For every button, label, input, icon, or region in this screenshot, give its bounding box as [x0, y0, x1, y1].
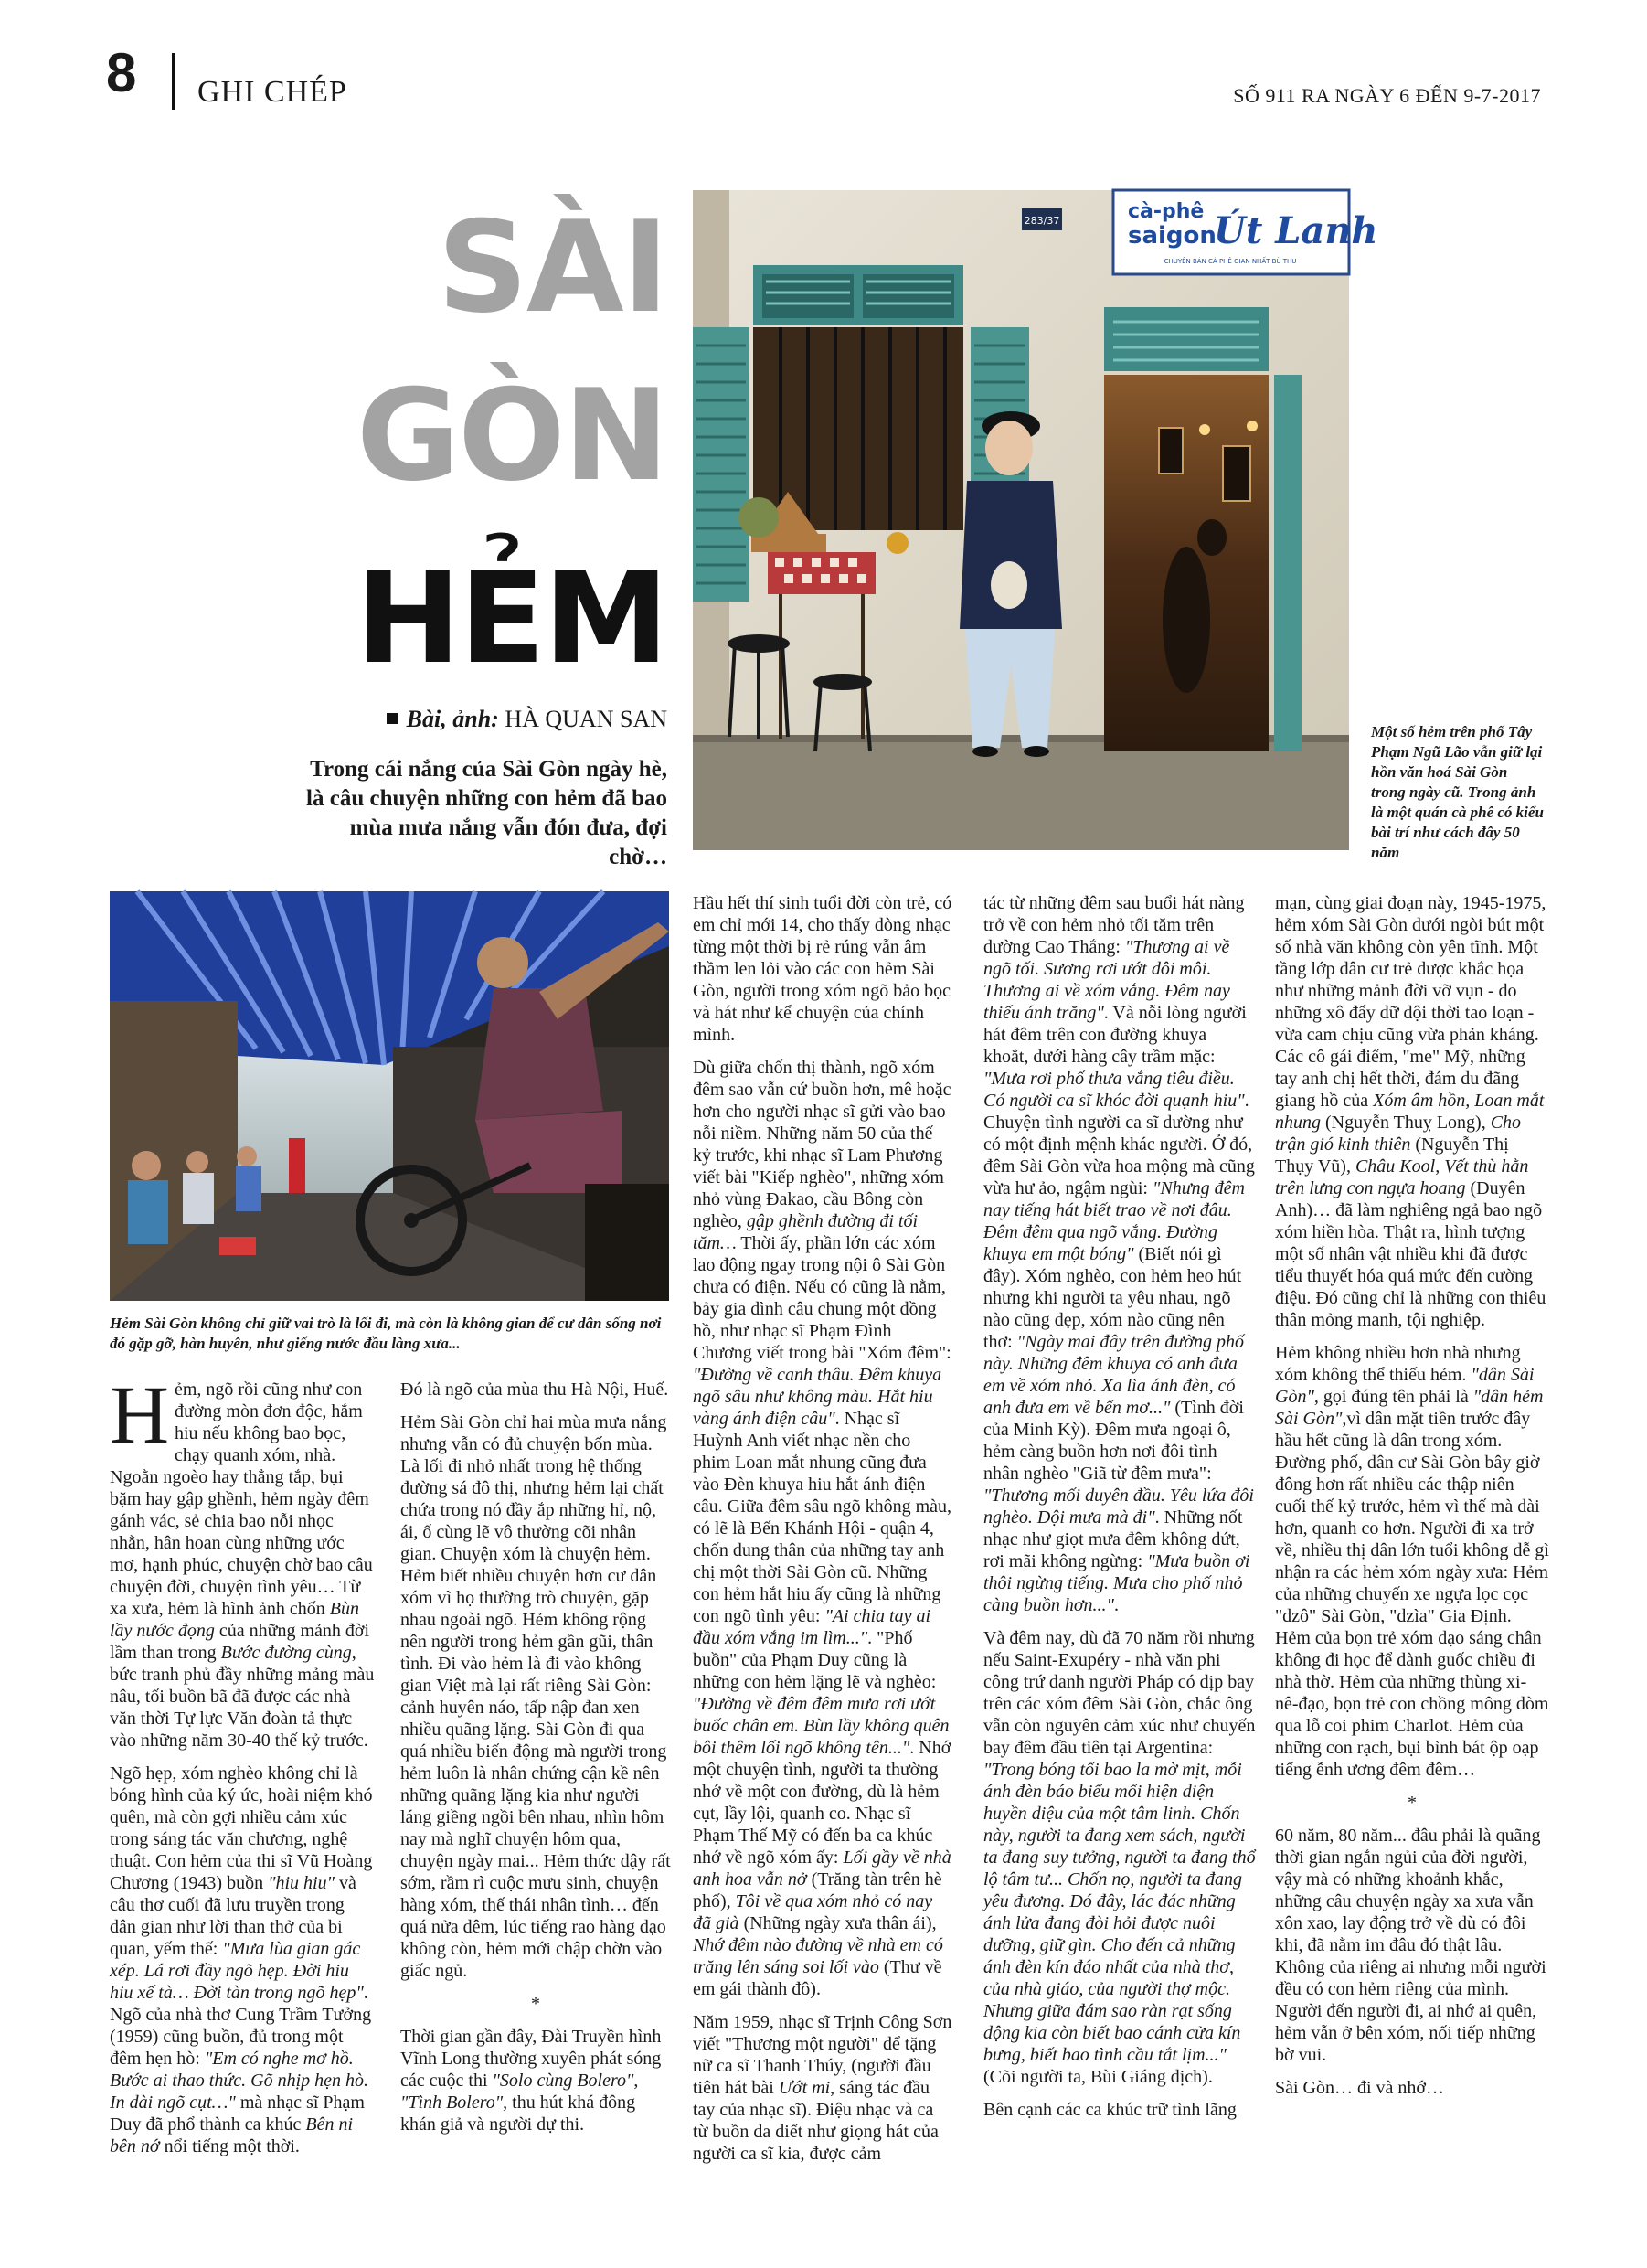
text-run: "Trong bóng tối bao la mờ mịt, mỗi ánh đèn báo biểu mối hiện diện huyền diệu của một tâm linh. Chốn này, người ta đang xem sách, người ta đang suy tưởng, người ta đang thổ lộ tâm tư... Chốn nọ, người ta đang yêu đương. Đó đây, lác đác những ánh lửa đang đòi hỏi được nuôi dưỡng, giữ gìn. Cho đến cả những ánh đèn kín đáo nhất của nhà thơ, của nhà giáo, của người thợ mộc. Nhưng giữa đám sao ràn rạt sống động kia còn biết bao cánh cửa kín bưng, biết bao tình cầu tắt lịm...": [983, 1760, 1256, 2065]
text-run: "Mưa lùa gian gác xép. Lá rơi đầy ngõ hẹp. Đời hiu hiu xế tà… Đời tàn trong ngõ hẹp": [110, 1939, 364, 2003]
text-run: "Mưa rơi phố thưa vắng tiêu điều. Có người ca sĩ khóc đời quạnh hiu": [983, 1069, 1245, 1111]
alley-photo: [110, 891, 669, 1301]
cafe-photo: [693, 190, 1378, 850]
issue-date: SỐ 911 RA NGÀY 6 ĐẾN 9-7-2017: [1233, 84, 1541, 107]
paragraph: Hầu hết thí sinh tuổi đời còn trẻ, có em chỉ mới 14, cho thấy dòng nhạc từng một thời bị rẻ rúng vẫn âm thầm len lỏi vào các con hẻm Sài Gòn, người trong xóm ngõ bảo bọc và hát như kể chuyện của chính mình.: [693, 893, 952, 1045]
article-column-1: [110, 1370, 375, 2168]
section-separator: *: [531, 1994, 540, 2014]
sign-brand: Út Lanh: [1214, 209, 1378, 252]
text-run: , bức tranh phủ đầy những mảng màu nâu, tối buồn bã đã được các nhà văn thời Tự lực Văn đoàn tả thực vào những năm 30-40 thế kỷ trước.: [110, 1643, 375, 1751]
text-run: Ướt mi: [778, 2078, 831, 2098]
text-run: "dân Sài Gòn": [1275, 1365, 1535, 1407]
text-run: (Duyên Anh)… đã làm nghiêng ngả bao ngõ xóm hiền hòa. Thật ra, hình tượng một số nhân vật nhiều khi đã được tiểu thuyết hóa quá mức đến cường điệu. Đó cũng chỉ là những con thiêu thân mỏng manh, tội nghiệp.: [1275, 1178, 1546, 1330]
paragraph: [400, 2026, 671, 2135]
text-run: mạn, cùng giai đoạn này, 1945-1975, hẻm xóm Sài Gòn dưới ngòi bút một số nhà văn không còn yên tĩnh. Một tầng lớp dân cư trẻ được khắc họa như những mảnh đời vỡ vụn - do những xô đẩy dữ dội thời tao loạn - vừa cam chịu cũng vừa phản kháng. Các cô gái điếm, "me" Mỹ, những tay anh chị hết thời, đám du đãng giang hồ của: [1275, 893, 1546, 1111]
paragraph: [983, 1627, 1256, 2088]
text-run: Bên ni bên nớ: [110, 2114, 354, 2156]
sign-line-1: cà-phê: [1128, 200, 1205, 223]
text-run: ẻm, ngõ rồi cũng như con đường mòn đơn độc, hắm hiu nếu không bao bọc, chạy quanh xóm, nhà. Ngoằn ngoèo hay thẳng tắp, bụi bặm hay gập ghềnh, hẻm ngày đêm gánh vác, sẻ chia bao nỗi nhọc nhằn, hân hoan cùng những ước mơ, hạnh phúc, chuyện chờ bao câu chuyện đời, chuyện tình yêu… Từ xa xưa, hẻm là hình ảnh chốn: [110, 1379, 373, 1619]
byline: [387, 706, 667, 733]
paragraph: [1275, 892, 1549, 1331]
text-run: Ngõ hẹp, xóm nghèo không chỉ là bóng hình của ký ức, hoài niệm khó quên, mà còn gợi nhiều cảm xúc trong sáng tác văn chương, nghệ thuật. Con hẻm của thi sĩ Vũ Hoàng Chương (1943) buồn: [110, 1763, 373, 1893]
text-run: Bước đường cùng: [220, 1643, 352, 1663]
paragraph: [110, 1762, 375, 2157]
text-run: Xóm âm hồn, Loan mắt nhung: [1275, 1091, 1545, 1133]
text-run: Và đêm nay, dù đã 70 năm rồi nhưng nếu Saint-Exupéry - nhà văn phi công trứ danh người Pháp có dịp bay trên các xóm đêm Sài Gòn, chắc ông vẫn còn nguyên cảm xúc như chuyến bay đêm đầu tiên tại Argentina:: [983, 1628, 1256, 1758]
number-plate: 283/37: [1024, 215, 1060, 227]
text-run: của những mảnh đời lầm than trong: [110, 1621, 370, 1663]
text-run: "Mưa buồn ơi thôi ngừng tiếng. Mưa cho phố nhỏ càng buồn hơn...": [983, 1551, 1250, 1615]
text-run: Thời ấy, phần lớn các xóm lao động ngay trong nội ô Sài Gòn chưa có điện. Nếu có cũng là nằm, bảy gia đình câu chung một đồng hồ, như nhạc sĩ Phạm Đình Chương viết trong bài "Xóm đêm":: [693, 1233, 951, 1363]
bullet-square-icon: [387, 713, 398, 724]
paragraph: Hẻm Sài Gòn chỉ hai mùa mưa nắng nhưng vẫn có đủ chuyện bốn mùa. Là lối đi nhỏ nhất trong hệ thống đường sá đô thị, nhưng hẻm lại chất chứa trong nó đầy ắp những hỉ, nộ, ái, ố cùng lẽ vô thường cõi nhân gian. Chuyện xóm là chuyện hẻm. Hẻm biết nhiều chuyện hơn cư dân xóm vì họ thường trò chuyện, gặp nhau ngoài ngõ. Hẻm không rộng nên người trong hẻm gần gũi, thân tình. Đi vào hẻm là đi vào không gian Việt mà lại rất riêng Sài Gòn: cảnh huyên náo, tấp nập đan xen nhiều quãng lặng. Sài Gòn đi qua quá nhiều biến động mà người trong hẻm luôn là nhân chứng cận kề nên những quãng lặng kia như người láng giềng ngồi bên nhau, nhìn hôm nay mà nghĩ chuyện hôm qua, chuyện ngày mai... Hẻm thức dậy rất sớm, rầm rì cuộc mưu sinh, chuyện hàng xóm, thế thái nhân tình… đến quá nửa đêm, lúc tiếng rao hàng dạo không còn, hẻm mới chập chờn vào giấc ngủ.: [400, 1412, 671, 1981]
page-number: 8: [106, 42, 137, 103]
text-run: và câu thơ cuối đã lưu truyền trong dân gian như lời than thở của bi quan, yếm thế:: [110, 1873, 356, 1959]
title-line-2: GÒN: [356, 362, 667, 509]
text-run: Lối gầy về nhà anh hoa vẫn nở: [693, 1847, 951, 1890]
text-run: "Ngày mai đây trên đường phố này. Những đêm khuya có anh đưa em về xóm nhỏ. Xa lìa ánh đèn, có anh đưa em về bến mơ...": [983, 1332, 1244, 1418]
text-run: "Đường về canh thâu. Đêm khuya ngõ sâu như không màu. Hắt hiu vàng ánh điện câu": [693, 1365, 942, 1429]
paragraph: 60 năm, 80 năm... đâu phải là quãng thời gian ngắn ngủi của đời người, vậy mà có những khoảnh khắc, những câu chuyện ngày xa xưa vẫn xôn xao, lay động trở về dù có đôi khi, đã nằm im đâu đó thật lâu. Không của riêng ai nhưng mỗi người đều có con hẻm riêng của mình. Người đến người đi, ai nhớ ai quên, hẻm vẫn ở bên xóm, nối tiếp những bờ vui.: [1275, 1826, 1546, 2065]
article-column-3: [693, 892, 952, 2176]
text-run: ,vì dân mặt tiền trước đây hầu hết cũng là dân trong xóm. Đường phố, dân cư Sài Gòn bây giờ đông hơn rất nhiều các thập niên cuối thế kỷ trước, hẻm vì thế mà dài hơn, quanh co hơn. Người đi xa trở về, nhiều thị dân lớn tuổi không dễ gì nhận ra các hẻm xóm ngày xưa: Hẻm của những chuyến xe ngựa lọc cọc "dzô" Sài Gòn, "dzìa" Gia Định. Hẻm của bọn trẻ xóm dạo sáng chân không đi học để dành guốc chiều đi nhà thờ. Hẻm của những thùng xi-nê-đạo, bọn trẻ con chồng mông dòm qua lỗ coi phim Charlot. Hẻm của những con rạch, bụi bình bát ộp oạp tiếng ễnh ương đêm đêm…: [1275, 1409, 1549, 1780]
text-run: "dân hẻm Sài Gòn": [1275, 1387, 1544, 1429]
header-divider: [172, 53, 175, 110]
text-run: "Ai chia tay ai đầu xóm vắng im lìm...": [693, 1606, 931, 1648]
paragraph: Bên cạnh các ca khúc trữ tình lãng: [983, 2100, 1237, 2120]
text-run: Cho trận gió kinh thiên: [1275, 1113, 1522, 1155]
article-column-4: [983, 892, 1256, 2132]
section-separator: *: [1408, 1793, 1417, 1813]
text-run: . Và nỗi lòng người hát đêm trên con đường khuya khoắt, dưới hàng cây trầm mặc:: [983, 1003, 1247, 1067]
text-run: . Nhớ một chuyện tình, người ta thường nhớ về một con đường, dù là hẻm cụt, lầy lội, quanh co. Nhạc sĩ Phạm Thế Mỹ có đến ba ca khúc nhớ về ngõ xóm ấy:: [693, 1738, 951, 1868]
text-run: .: [1113, 1595, 1119, 1615]
text-run: nổi tiếng một thời.: [159, 2136, 300, 2156]
text-run: Tôi về qua xóm nhỏ có nay đã già: [693, 1891, 933, 1933]
text-run: (Nguyễn Thuỵ Long),: [1321, 1113, 1491, 1133]
text-run: . Ngõ của nhà thơ Cung Trầm Tưởng (1959) cũng buồn, đủ trong một đêm hẹn hò:: [110, 1983, 372, 2069]
text-run: "Tình Bolero": [400, 2092, 504, 2113]
text-run: mà nhạc sĩ Phạm Duy đã phổ thành ca khúc: [110, 2092, 365, 2135]
text-run: (Cõi người ta, Bùi Giáng dịch).: [983, 2067, 1213, 2087]
text-run: (Biết nói gì đây). Xóm nghèo, con hẻm heo hút nhưng khi người ta yêu nhau, ngõ nào cũng đẹp, xóm nào cũng nên thơ:: [983, 1244, 1242, 1352]
text-run: Bùn lầy nước đọng: [110, 1599, 359, 1641]
text-run: (Những ngày xưa thân ái),: [738, 1913, 937, 1933]
text-run: "Solo cùng Bolero": [492, 2071, 634, 2091]
text-run: "Nhưng đêm nay tiếng hát biết trao về nơi đâu. Đêm đêm qua ngõ vắng. Đường khuya em một bóng": [983, 1178, 1245, 1264]
text-run: "hiu hiu": [268, 1873, 335, 1893]
paragraph: [693, 1057, 952, 2000]
text-run: , sáng tác đầu tay của nhạc sĩ). Điệu nhạc và ca từ buồn da diết như giọng hát của người ca sĩ kia, được cảm: [693, 2078, 939, 2164]
text-run: . Nhạc sĩ Huỳnh Anh viết nhạc nền cho phim Loan mắt nhung cũng đưa vào Đèn khuya hiu hắt ánh điện câu. Giữa đêm sâu ngõ không màu, có lẽ là Bến Khánh Hội - quận 4, chốn dung thân của những tay anh chị một thời Sài Gòn cũ. Những con hẻm hắt hiu ấy cũng là những con ngõ tình yêu:: [693, 1409, 951, 1626]
text-run: "Thương ai về ngõ tối. Sương rơi ướt đôi môi. Thương ai về xóm vắng. Đêm nay thiếu ánh trăng": [983, 937, 1230, 1023]
text-run: Dù giữa chốn thị thành, ngõ xóm đêm sao vẫn cứ buồn hơn, mê hoặc hơn cho người nhạc sĩ gửi vào bao nỗi niềm. Những năm 50 của thế kỷ trước, khi nhạc sĩ Lam Phương viết bài "Kiếp nghèo", những xóm nhỏ vùng Đakao, cầu Bông còn nghèo,: [693, 1058, 951, 1231]
paragraph: [110, 1370, 375, 1752]
text-run: Châu Kool, Vết thù hằn trên lưng con ngựa hoang: [1275, 1156, 1529, 1198]
section-name: GHI CHÉP: [197, 75, 347, 109]
paragraph: [1275, 1342, 1549, 1781]
text-run: . Chuyện tình người ca sĩ dường như có một định mệnh khác người. Ở đó, đêm Sài Gòn vừa hoa mộng mà cũng vừa hư ảo, ngậm ngùi:: [983, 1091, 1255, 1198]
text-run: "Em có nghe mơ hồ. Bước ai thao thức. Gõ nhịp hẹn hò. In dài ngõ cụt…": [110, 2049, 369, 2113]
article-column-2: [400, 1379, 671, 2146]
text-run: (Trăng tàn trên hè phố),: [693, 1869, 942, 1911]
text-run: . Những nốt nhạc như giọt mưa đêm không dứt, rơi mãi không ngừng:: [983, 1507, 1243, 1571]
sign-line-2: saigon: [1128, 222, 1217, 250]
text-run: (Thư về em gái thành đô).: [693, 1957, 942, 1999]
text-run: , thu hút khá đông khán giả và người dự thi.: [400, 2092, 636, 2135]
text-run: . "Phố buồn" của Phạm Duy cũng là những con hẻm lặng lẽ và nghèo:: [693, 1628, 937, 1692]
byline-label: Bài, ảnh:: [406, 706, 499, 732]
paragraph: [693, 2011, 952, 2165]
text-run: (Tình đời của Minh Kỳ). Đêm mưa ngoại ô, hẻm càng buồn hơn nơi đôi tình nhân nghèo "Giã từ đêm mưa":: [983, 1398, 1244, 1484]
text-run: tác từ những đêm sau buổi hát nàng trở về con hẻm nhỏ tối tăm trên đường Cao Thắng:: [983, 893, 1245, 957]
text-run: Hẻm không nhiều hơn nhà nhưng xóm không thể thiếu hẻm.: [1275, 1343, 1521, 1385]
sign-subline: CHUYÊN BÁN CÀ PHÊ GIAN NHẤT BÙ THU: [1164, 258, 1297, 265]
text-run: "Thương mối duyên đầu. Yêu lứa đôi nghèo. Đội mưa mà đi": [983, 1485, 1254, 1528]
text-run: (Nguyễn Thị Thụy Vũ),: [1275, 1134, 1509, 1177]
article-column-5: [1275, 892, 1549, 2110]
lead-paragraph: Trong cái nắng của Sài Gòn ngày hè, là câu chuyện những con hẻm đã bao mùa mưa nắng vẫn đón đưa, đợi chờ…: [306, 757, 667, 869]
text-run: gập ghềnh đường đi tối tăm…: [693, 1211, 919, 1253]
byline-author: HÀ QUAN SAN: [505, 706, 667, 732]
text-run: ,: [633, 2071, 639, 2091]
text-run: Thời gian gần đây, Đài Truyền hình Vĩnh Long thường xuyên phát sóng các cuộc thi: [400, 2027, 662, 2091]
text-run: Nhớ đêm nào đường về nhà em có trăng lên sáng soi lối vào: [693, 1935, 943, 1977]
paragraph: Sài Gòn… đi và nhớ…: [1275, 2078, 1445, 2098]
text-run: , gọi đúng tên phải là: [1313, 1387, 1473, 1407]
drop-cap: H: [110, 1370, 169, 1461]
title-line-1: SÀI: [437, 194, 667, 341]
paragraph: [983, 892, 1256, 1616]
cafe-photo-caption: Một số hẻm trên phố Tây Phạm Ngũ Lão vẫn giữ lại hồn văn hoá Sài Gòn trong ngày cũ. Trong ảnh là một quán cà phê có kiểu bài trí như cách đây 50 năm: [1371, 723, 1544, 861]
text-run: Năm 1959, nhạc sĩ Trịnh Công Sơn viết "Thương một người" để tặng nữ ca sĩ Thanh Thúy, (người đầu tiên hát bài: [693, 2012, 952, 2098]
paragraph: Đó là ngõ của mùa thu Hà Nội, Huế.: [400, 1379, 669, 1400]
title-line-3: HẺM: [355, 545, 667, 692]
alley-photo-caption: Hẻm Sài Gòn không chỉ giữ vai trò là lối đi, mà còn là không gian để cư dân sống nơi đó gặp gỡ, hàn huyên, như giếng nước đầu làng xưa...: [110, 1315, 662, 1352]
text-run: "Đường về đêm đêm mưa rơi ướt buốc chân em. Bùn lầy không quên bôi thêm lối ngõ không tên...": [693, 1694, 950, 1758]
